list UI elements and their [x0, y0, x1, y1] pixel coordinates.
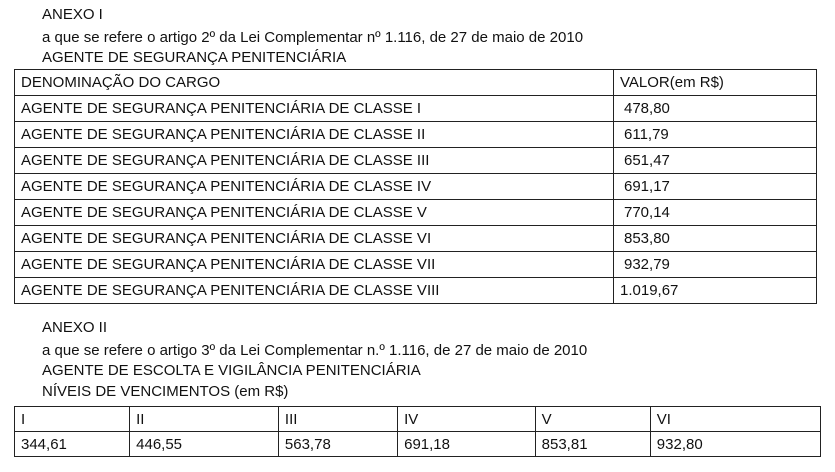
values-row: [15, 432, 821, 457]
level-cell: II: [130, 407, 279, 432]
cargo-cell: AGENTE DE SEGURANÇA PENITENCIÁRIA DE CLASSE I: [15, 96, 614, 122]
table-row: [15, 278, 817, 304]
table-row: [15, 226, 817, 252]
cargo-cell: AGENTE DE SEGURANÇA PENITENCIÁRIA DE CLASSE VII: [15, 252, 614, 278]
level-cell: I: [15, 407, 130, 432]
value-cell: 691,18: [398, 432, 536, 457]
table-row: [15, 96, 817, 122]
value-cell: 344,61: [15, 432, 130, 457]
annex1-table: [14, 69, 817, 304]
valor-cell: 853,80: [614, 226, 817, 252]
levels-row: [15, 407, 821, 432]
level-cell: IV: [398, 407, 536, 432]
annex2-table: [14, 406, 821, 457]
table-row: [15, 252, 817, 278]
value-cell: 446,55: [130, 432, 279, 457]
cargo-cell: AGENTE DE SEGURANÇA PENITENCIÁRIA DE CLASSE VIII: [15, 278, 614, 304]
value-cell: 853,81: [535, 432, 650, 457]
annex2-title: ANEXO II: [42, 319, 108, 336]
cargo-cell: AGENTE DE SEGURANÇA PENITENCIÁRIA DE CLASSE VI: [15, 226, 614, 252]
cargo-cell: AGENTE DE SEGURANÇA PENITENCIÁRIA DE CLASSE V: [15, 200, 614, 226]
valor-cell: 478,80: [614, 96, 817, 122]
level-cell: III: [278, 407, 397, 432]
table-header-row: [15, 70, 817, 96]
annex2-subtitle: AGENTE DE ESCOLTA E VIGILÂNCIA PENITENCIÁRIA: [42, 362, 421, 379]
valor-cell: 611,79: [614, 122, 817, 148]
valor-cell: 691,17: [614, 174, 817, 200]
annex1-title: ANEXO I: [42, 6, 103, 23]
valor-cell: 932,79: [614, 252, 817, 278]
cargo-cell: AGENTE DE SEGURANÇA PENITENCIÁRIA DE CLASSE III: [15, 148, 614, 174]
value-cell: 932,80: [650, 432, 820, 457]
cargo-cell: AGENTE DE SEGURANÇA PENITENCIÁRIA DE CLASSE IV: [15, 174, 614, 200]
value-cell: 563,78: [278, 432, 397, 457]
valor-cell: 770,14: [614, 200, 817, 226]
header-valor: VALOR(em R$): [614, 70, 817, 96]
annex2-caption: NÍVEIS DE VENCIMENTOS (em R$): [42, 383, 289, 400]
valor-cell: 1.019,67: [614, 278, 817, 304]
table-row: [15, 200, 817, 226]
valor-cell: 651,47: [614, 148, 817, 174]
table-row: [15, 148, 817, 174]
annex1-reference: a que se refere o artigo 2º da Lei Complementar nº 1.116, de 27 de maio de 2010: [42, 29, 584, 46]
level-cell: VI: [650, 407, 820, 432]
level-cell: V: [535, 407, 650, 432]
header-cargo: DENOMINAÇÃO DO CARGO: [15, 70, 614, 96]
annex1-subtitle: AGENTE DE SEGURANÇA PENITENCIÁRIA: [42, 49, 347, 66]
table-row: [15, 122, 817, 148]
table-row: [15, 174, 817, 200]
cargo-cell: AGENTE DE SEGURANÇA PENITENCIÁRIA DE CLASSE II: [15, 122, 614, 148]
annex2-reference: a que se refere o artigo 3º da Lei Complementar n.º 1.116, de 27 de maio de 2010: [42, 342, 588, 359]
